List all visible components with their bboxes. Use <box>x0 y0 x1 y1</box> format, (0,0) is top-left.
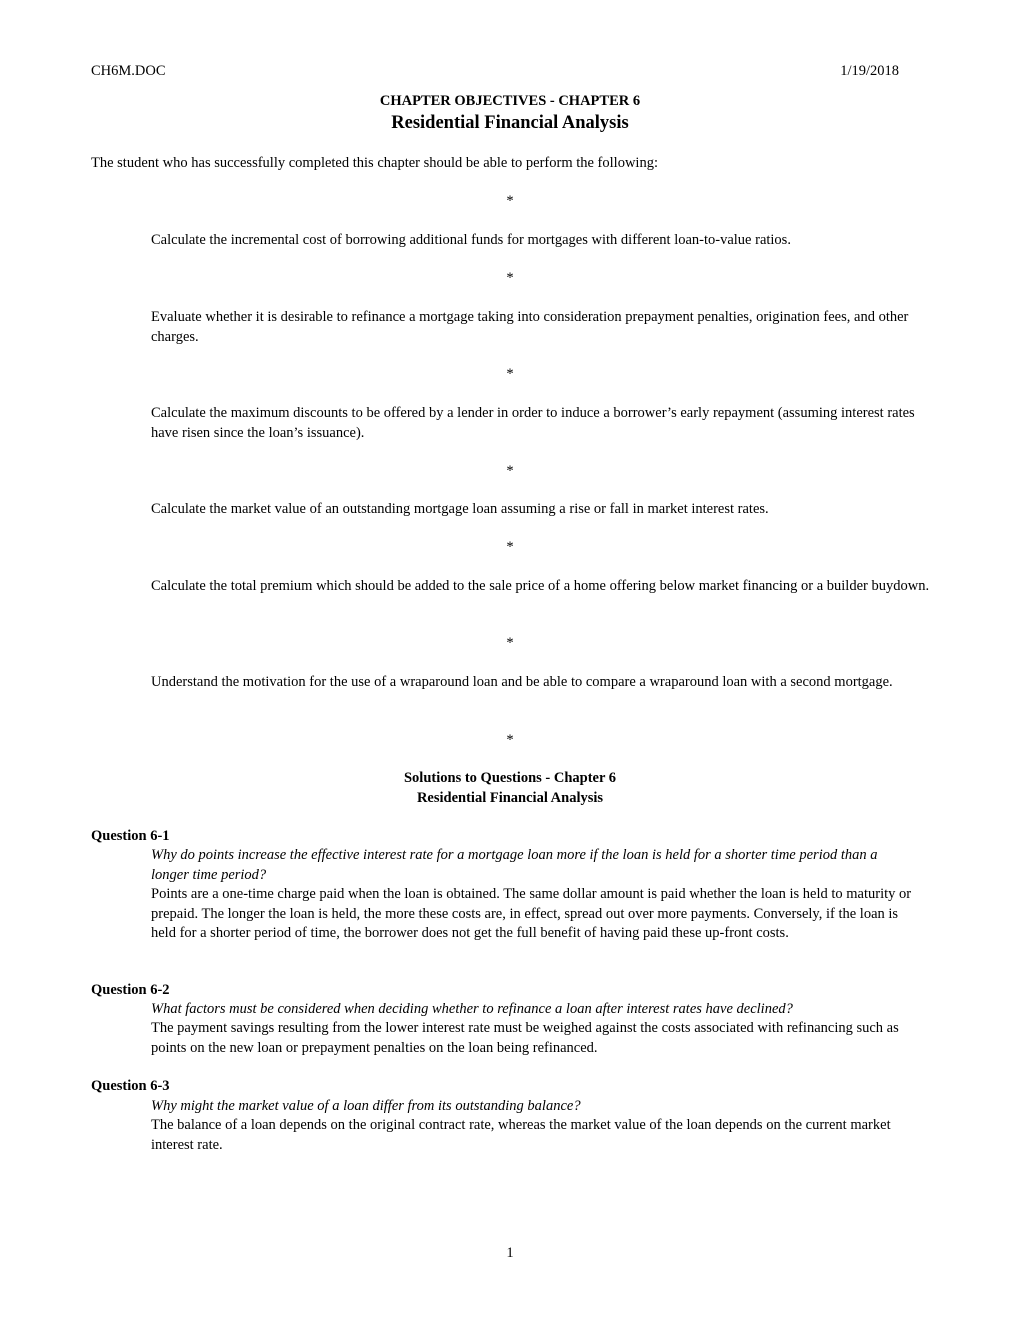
bullet-star: * <box>506 463 514 479</box>
page-number: 1 <box>506 1245 514 1261</box>
header-date: 1/19/2018 <box>840 63 899 79</box>
objectives-title: CHAPTER OBJECTIVES - CHAPTER 6 <box>379 93 641 109</box>
solutions-subtitle: Residential Financial Analysis <box>416 790 604 806</box>
question-answer: The balance of a loan depends on the original contract rate, whereas the market value of the loan depends on the current market interest rate. <box>151 1117 891 1153</box>
bullet-star: * <box>506 366 514 382</box>
solutions-title: Solutions to Questions - Chapter 6 <box>403 770 617 786</box>
question-text: Why might the market value of a loan differ from its outstanding balance? <box>151 1098 581 1114</box>
question-answer: Points are a one-time charge paid when the loan is obtained. The same dollar amount is paid whether the loan is held to maturity or prepaid. The longer the loan is held, the more these costs are, in effect, spread out over more payments. Conversely, if the loan is held for a shorter period of time, the borrower does not get the full benefit of having paid these up-front costs. <box>151 886 912 941</box>
question-text: Why do points increase the effective interest rate for a mortgage loan more if the loan is held for a shorter time period than a longer time period? <box>151 847 878 883</box>
bullet-star: * <box>506 732 514 748</box>
header-filename: CH6M.DOC <box>91 63 166 79</box>
bullet-star: * <box>506 539 514 555</box>
bullet-star: * <box>506 193 514 209</box>
question-label: Question 6-1 <box>91 828 170 844</box>
objectives-subtitle: Residential Financial Analysis <box>391 113 629 133</box>
question-label: Question 6-2 <box>91 982 170 998</box>
objective-item: Understand the motivation for the use of a wraparound loan and be able to compare a wraparound loan with a second mortgage. <box>151 674 893 690</box>
objective-item: Calculate the market value of an outstanding mortgage loan assuming a rise or fall in market interest rates. <box>151 501 769 517</box>
bullet-star: * <box>506 635 514 651</box>
objective-item: Calculate the maximum discounts to be offered by a lender in order to induce a borrower’s early repayment (assuming interest rates have risen since the loan’s issuance). <box>151 405 915 441</box>
objective-item: Calculate the total premium which should be added to the sale price of a home offering below market financing or a builder buydown. <box>151 578 930 594</box>
objective-item: Calculate the incremental cost of borrowing additional funds for mortgages with different loan-to-value ratios. <box>151 232 791 248</box>
bullet-star: * <box>506 270 514 286</box>
objectives-intro: The student who has successfully completed this chapter should be able to perform the following: <box>91 155 658 171</box>
question-label: Question 6-3 <box>91 1078 170 1094</box>
objective-item: Evaluate whether it is desirable to refinance a mortgage taking into consideration prepayment penalties, origination fees, and other charges. <box>151 309 909 345</box>
question-text: What factors must be considered when deciding whether to refinance a loan after interest rates have declined? <box>151 1001 793 1017</box>
question-answer: The payment savings resulting from the lower interest rate must be weighed against the costs associated with refinancing such as points on the new loan or prepayment penalties on the loan being refinanced. <box>151 1020 899 1056</box>
